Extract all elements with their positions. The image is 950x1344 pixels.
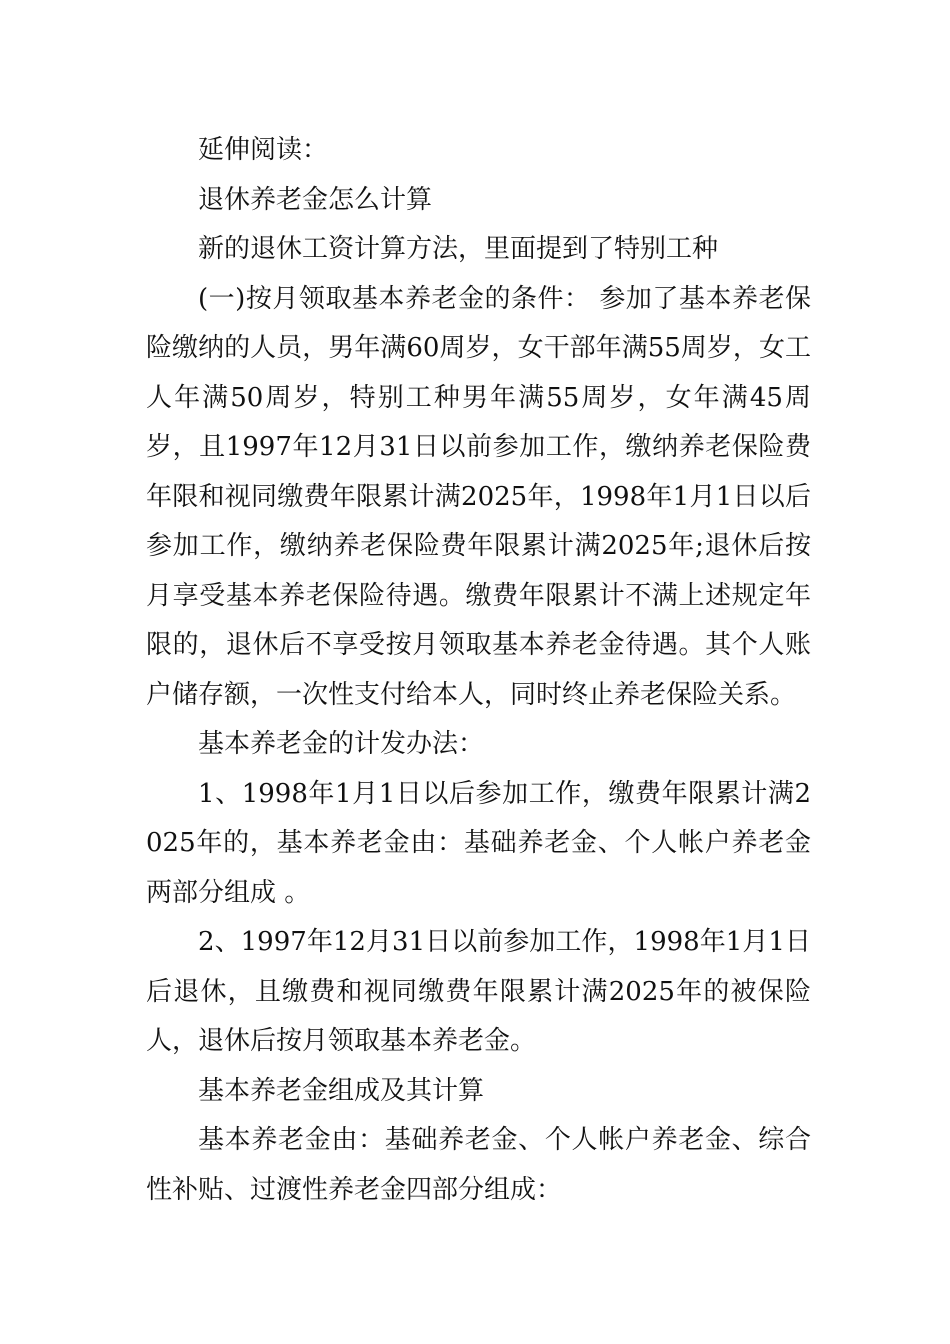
heading-payment-method: 基本养老金的计发办法：: [198, 729, 485, 759]
paragraph-new-method: 新的退休工资计算方法，里面提到了特别工种: [198, 234, 719, 264]
paragraph-pension-components: 基本养老金由：基础养老金、个人帐户养老金、综合性补贴、过渡性养老金四部分组成：: [146, 1125, 811, 1205]
paragraph-eligibility-conditions: (一)按月领取基本养老金的条件： 参加了基本养老保险缴纳的人员，男年满60周岁，女干部年满55周岁，女工人年满50周岁，特别工种男年满55周岁，女年满45周岁，且1997年12月31日以前参加工作，缴纳养老保险费年限和视同缴费年限累计满2025年，1998年1月1日以后参加工作，缴纳养老保险费年限累计满2025年;退休后按月享受基本养老保险待遇。缴费年限累计不满上述规定年限的，退休后不享受按月领取基本养老金待遇。其个人账户储存额，一次性支付给本人，同时终止养老保险关系。: [146, 283, 811, 710]
heading-further-reading: 延伸阅读：: [198, 135, 329, 165]
document-body: [146, 126, 811, 1215]
heading-pension-composition: 基本养老金组成及其计算: [198, 1075, 485, 1106]
heading-pension-calculation: 退休养老金怎么计算: [198, 184, 433, 215]
paragraph-item-2: 2、1997年12月31日以前参加工作，1998年1月1日后退休，且缴费和视同缴费年限累计满2025年的被保险人，退休后按月领取基本养老金。: [146, 927, 811, 1056]
paragraph-item-1: 1、1998年1月1日以后参加工作，缴费年限累计满2025年的，基本养老金由：基础养老金、个人帐户养老金两部分组成 。: [146, 778, 811, 908]
